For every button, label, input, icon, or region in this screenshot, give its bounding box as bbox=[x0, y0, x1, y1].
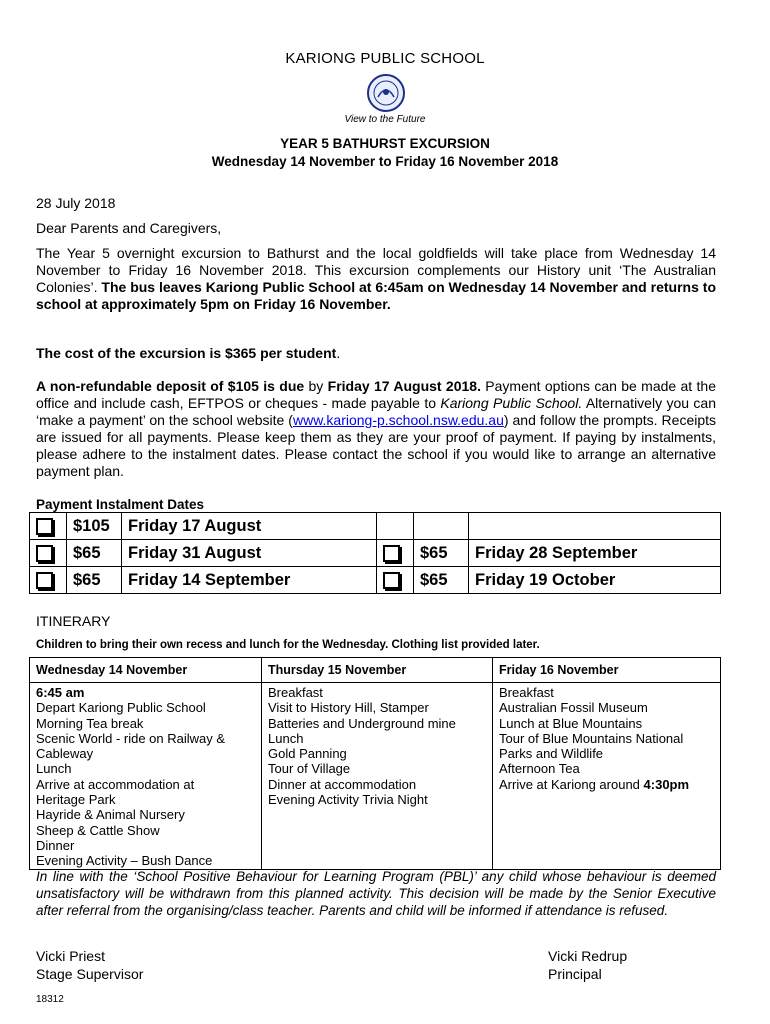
instalment-amount: $105 bbox=[67, 513, 122, 540]
list-item: Arrive at accommodation at bbox=[36, 776, 195, 792]
list-item: Tour of Blue Mountains National bbox=[499, 730, 684, 746]
list-item: Australian Fossil Museum bbox=[499, 700, 648, 716]
list-item: Depart Kariong Public School bbox=[36, 700, 206, 716]
instalment-empty-cell bbox=[377, 513, 414, 540]
instalment-checkbox[interactable] bbox=[377, 567, 414, 594]
checkbox-icon[interactable] bbox=[36, 545, 53, 562]
instalment-date: Friday 28 September bbox=[469, 540, 721, 567]
instalment-date bbox=[469, 513, 721, 540]
itinerary-body-row bbox=[30, 683, 721, 870]
list-item: Gold Panning bbox=[268, 746, 347, 762]
instalment-amount: $65 bbox=[67, 540, 122, 567]
itinerary-heading: ITINERARY bbox=[36, 613, 111, 629]
letter-date: 28 July 2018 bbox=[36, 195, 116, 211]
list-item: Parks and Wildlife bbox=[499, 746, 604, 762]
deposit-statement: A non-refundable deposit of $105 is due bbox=[36, 378, 305, 394]
instalment-date: Friday 31 August bbox=[122, 540, 377, 567]
instalment-table bbox=[29, 512, 721, 594]
list-item: Lunch bbox=[36, 761, 72, 777]
school-website-link[interactable]: www.kariong-p.school.nsw.edu.au bbox=[292, 412, 504, 428]
list-item: Dinner at accommodation bbox=[268, 776, 417, 792]
instalment-checkbox[interactable] bbox=[30, 513, 67, 540]
cost-paragraph: The cost of the excursion is $365 per student. bbox=[36, 345, 341, 361]
instalment-amount: $65 bbox=[414, 567, 469, 594]
instalment-amount: $65 bbox=[67, 567, 122, 594]
checkbox-icon[interactable] bbox=[383, 545, 400, 562]
instalment-checkbox[interactable] bbox=[377, 540, 414, 567]
instalment-date: Friday 14 September bbox=[122, 567, 377, 594]
intro-paragraph bbox=[36, 245, 716, 313]
document-title: YEAR 5 BATHURST EXCURSION bbox=[280, 136, 490, 151]
instalment-checkbox[interactable] bbox=[30, 540, 67, 567]
instalment-row bbox=[30, 567, 721, 594]
column-header-wednesday: Wednesday 14 November bbox=[30, 658, 262, 683]
cost-statement: The cost of the excursion is $365 per student bbox=[36, 345, 337, 361]
list-item: Evening Activity – Bush Dance bbox=[36, 853, 213, 869]
behaviour-policy: In line with the ‘School Positive Behaviour for Learning Program (PBL)’ any child whose behaviour is deemed unsatisfactory will be withdrawn from this planned activity. This decision will be made by the Senior Executive after referral from the organising/class teacher. Parents and child will be informed if attendance is refused. bbox=[36, 869, 716, 918]
instalment-row bbox=[30, 513, 721, 540]
itinerary-note: Children to bring their own recess and lunch for the Wednesday. Clothing list provided later. bbox=[36, 639, 540, 651]
list-item: Tour of Village bbox=[268, 761, 351, 777]
signatory-name: Vicki Priest bbox=[36, 948, 105, 964]
list-item: Heritage Park bbox=[36, 792, 116, 808]
school-motto: View to the Future bbox=[344, 114, 426, 125]
salutation: Dear Parents and Caregivers, bbox=[36, 220, 222, 236]
signature-left bbox=[36, 947, 143, 983]
column-header-friday: Friday 16 November bbox=[493, 658, 721, 683]
departure-time: 6:45 am bbox=[36, 685, 85, 700]
list-item: Evening Activity Trivia Night bbox=[268, 792, 428, 808]
list-item: Morning Tea break bbox=[36, 715, 144, 731]
checkbox-icon[interactable] bbox=[36, 572, 53, 589]
bus-times: The bus leaves Kariong Public School at 6:45am on Wednesday 14 November and returns to school at approximately 5pm on Friday 16 November. bbox=[36, 279, 716, 312]
list-item: Hayride & Animal Nursery bbox=[36, 807, 185, 823]
list-item: Arrive at Kariong around 4:30pm bbox=[499, 776, 690, 792]
thursday-activities bbox=[262, 683, 493, 870]
instalment-date: Friday 17 August bbox=[122, 513, 377, 540]
signatory-name: Vicki Redrup bbox=[548, 948, 628, 964]
itinerary-header-row bbox=[30, 658, 721, 683]
document-code: 18312 bbox=[36, 994, 64, 1005]
wednesday-activities bbox=[30, 683, 262, 870]
signature-right bbox=[548, 947, 627, 983]
instalments-heading: Payment Instalment Dates bbox=[36, 497, 205, 512]
list-item: Breakfast bbox=[499, 685, 554, 700]
list-item: Lunch bbox=[268, 730, 304, 746]
list-item: Breakfast bbox=[268, 685, 323, 700]
school-name: KARIONG PUBLIC SCHOOL bbox=[285, 50, 485, 67]
instalment-checkbox[interactable] bbox=[30, 567, 67, 594]
list-item: Batteries and Underground mine bbox=[268, 715, 456, 731]
list-item: Sheep & Cattle Show bbox=[36, 822, 160, 838]
signatory-title: Principal bbox=[548, 966, 602, 982]
list-item: Scenic World - ride on Railway & bbox=[36, 730, 226, 746]
itinerary-table bbox=[29, 657, 721, 870]
checkbox-icon[interactable] bbox=[36, 518, 53, 535]
list-item: Lunch at Blue Mountains bbox=[499, 715, 643, 731]
excursion-dates: Wednesday 14 November to Friday 16 November 2018 bbox=[211, 154, 559, 169]
column-header-thursday: Thursday 15 November bbox=[262, 658, 493, 683]
list-item: Dinner bbox=[36, 837, 75, 853]
list-item: Visit to History Hill, Stamper bbox=[268, 700, 429, 716]
friday-activities bbox=[493, 683, 721, 870]
intro-text: The Year 5 overnight excursion to Bathurst and the local goldfields will take place from Wednesday 14 November to Friday 16 November 2018. This excursion complements our History unit ‘The Australian Colonies’. bbox=[36, 245, 716, 295]
deposit-date: Friday 17 August 2018. bbox=[327, 378, 481, 394]
instalment-date: Friday 19 October bbox=[469, 567, 721, 594]
payee-name: Kariong Public School. bbox=[440, 395, 583, 411]
school-crest-icon bbox=[366, 73, 406, 113]
instalment-amount bbox=[414, 513, 469, 540]
list-item: Afternoon Tea bbox=[499, 761, 580, 777]
checkbox-icon[interactable] bbox=[383, 572, 400, 589]
list-item: Cableway bbox=[36, 746, 94, 762]
instalment-row bbox=[30, 540, 721, 567]
payment-paragraph: A non-refundable deposit of $105 is due by Friday 17 August 2018. Payment options can be made at the office and include cash, EFTPOS or cheques - made payable to Kariong Public School. Alternatively you can ‘make a payment’ on the school website (www.kariong-p.school.nsw.edu.au) and follow the prompts. Receipts are issued for all payments. Please keep them as they are your proof of payment. If paying by instalments, please adhere to the instalment dates. Please contact the school if you would like to arrange an alternative payment plan. bbox=[36, 378, 717, 479]
return-time: 4:30pm bbox=[643, 776, 690, 792]
signatory-title: Stage Supervisor bbox=[36, 966, 144, 982]
instalment-amount: $65 bbox=[414, 540, 469, 567]
